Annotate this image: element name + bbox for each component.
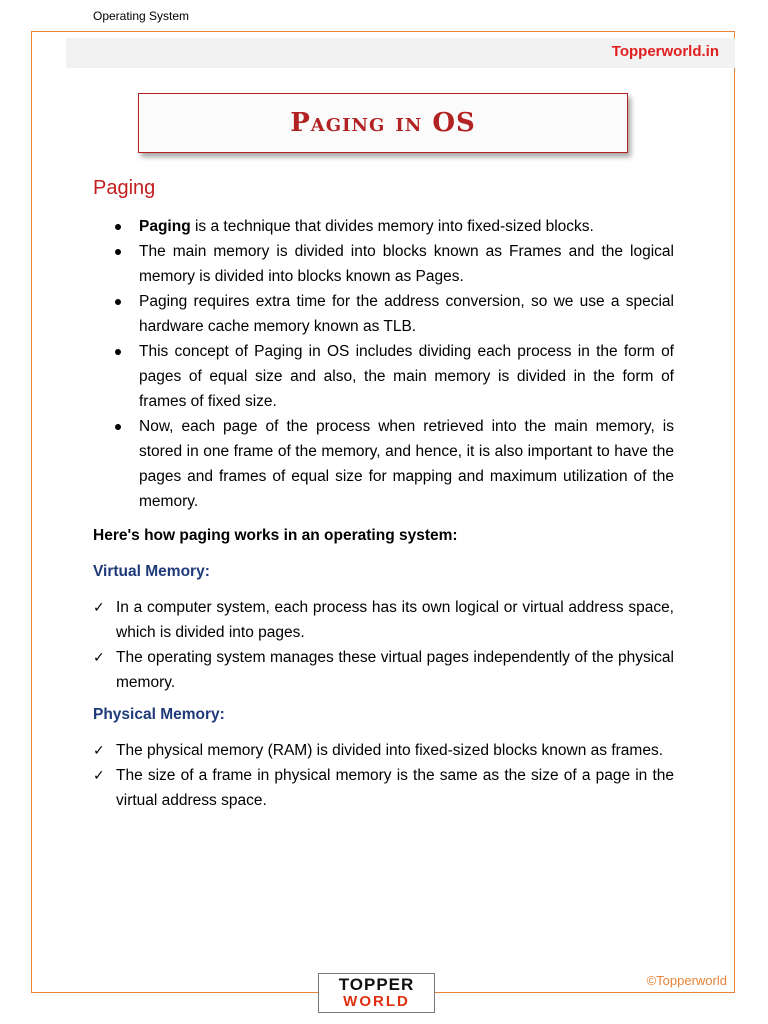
checkmark-icon: ✓ — [93, 767, 105, 783]
paging-bullet-list — [112, 214, 674, 514]
running-header: Operating System — [93, 9, 190, 23]
logo-top-text: TOPPER — [338, 975, 415, 994]
checkmark-icon: ✓ — [93, 742, 105, 758]
logo-bottom-text: WORLD — [343, 993, 410, 1010]
list-item — [93, 645, 674, 695]
bullet-icon — [115, 224, 121, 230]
bullet-icon — [115, 349, 121, 355]
list-item — [93, 763, 674, 813]
title-box — [138, 93, 628, 153]
bullet-icon — [115, 424, 121, 430]
list-item — [112, 414, 674, 514]
item-text: The operating system manages these virtual pages independently of the physical memory. — [116, 649, 674, 691]
bullet-icon — [115, 299, 121, 305]
copyright: ©Topperworld — [646, 973, 727, 988]
list-item — [112, 339, 674, 414]
item-text: The main memory is divided into blocks known as Frames and the logical memory is divided into blocks known as Pages. — [139, 243, 674, 285]
site-name: Topperworld.in — [611, 43, 719, 60]
list-item — [93, 595, 674, 645]
list-item — [112, 214, 674, 239]
item-text: The size of a frame in physical memory is the same as the size of a page in the virtual address space. — [116, 767, 674, 809]
topperworld-logo — [318, 973, 435, 1013]
page-title: Paging in OS — [290, 108, 476, 138]
item-text: This concept of Paging in OS includes dividing each process in the form of pages of equal size and also, the main memory is divided in the form of frames of fixed size. — [139, 343, 674, 410]
item-text: Paging requires extra time for the address conversion, so we use a special hardware cache memory known as TLB. — [139, 293, 674, 335]
physical-memory-heading: Physical Memory: — [93, 706, 225, 723]
site-band — [66, 38, 735, 68]
list-item — [112, 239, 674, 289]
bold-term: Paging — [139, 218, 191, 235]
list-item — [93, 738, 674, 763]
section-heading: Paging — [93, 177, 156, 199]
item-text: In a computer system, each process has its own logical or virtual address space, which is divided into pages. — [116, 599, 674, 641]
item-text: The physical memory (RAM) is divided into fixed-sized blocks known as frames. — [116, 742, 663, 759]
item-text: is a technique that divides memory into fixed-sized blocks. — [190, 218, 594, 235]
item-text: Now, each page of the process when retrieved into the main memory, is stored in one frame of the memory, and hence, it is also important to have the pages and frames of equal size for mapping and maximum utilization of the memory. — [139, 418, 674, 510]
bullet-icon — [115, 249, 121, 255]
physical-memory-list — [93, 738, 674, 813]
checkmark-icon: ✓ — [93, 649, 105, 665]
works-heading: Here's how paging works in an operating system: — [93, 527, 458, 544]
virtual-memory-list — [93, 595, 674, 695]
list-item — [112, 289, 674, 339]
checkmark-icon: ✓ — [93, 599, 105, 615]
virtual-memory-heading: Virtual Memory: — [93, 563, 210, 580]
